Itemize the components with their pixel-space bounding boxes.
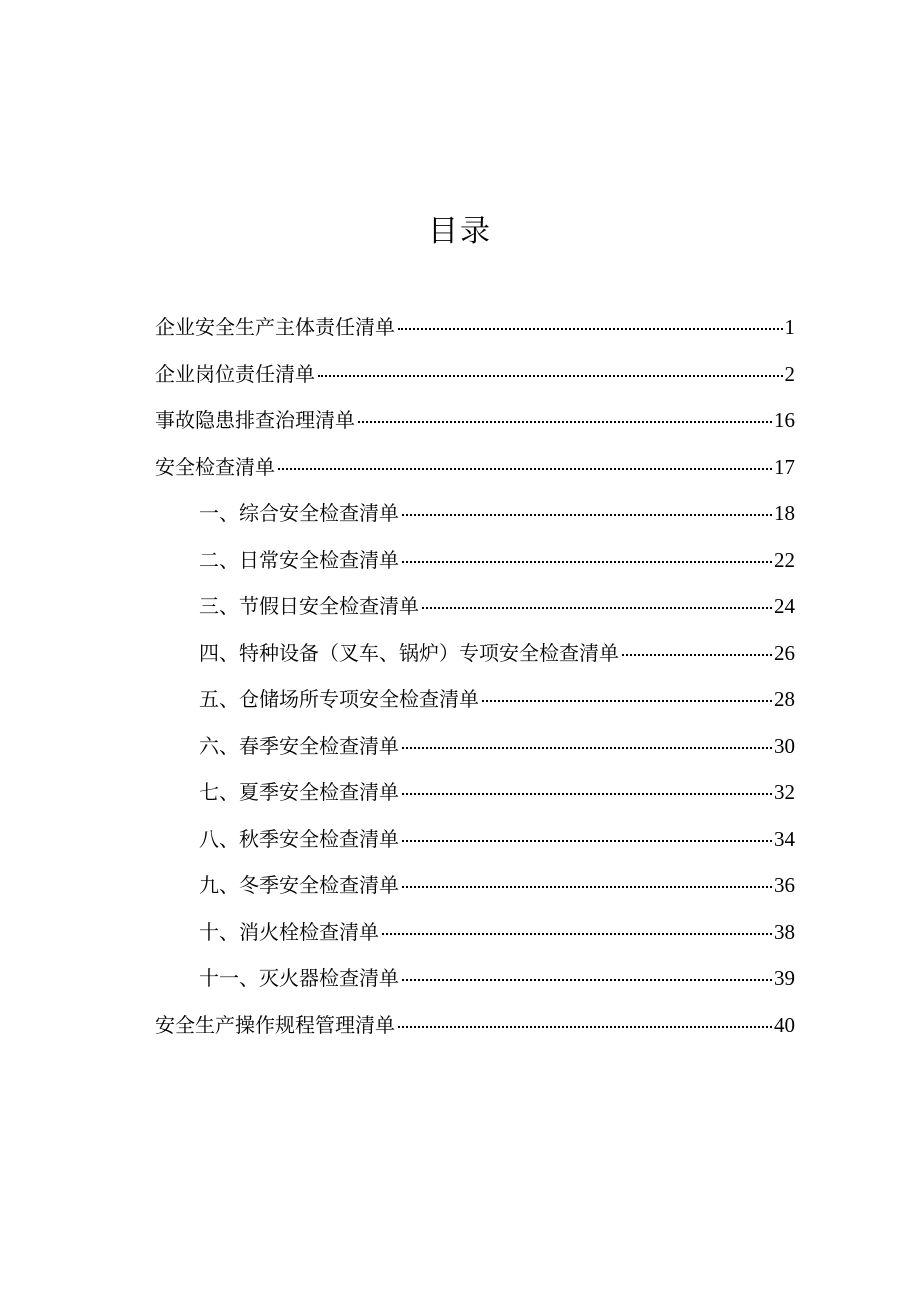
toc-dot-leader [402, 494, 772, 516]
toc-page-number: 28 [774, 687, 795, 711]
toc-entry[interactable] [155, 909, 795, 956]
toc-entry[interactable] [155, 351, 795, 398]
toc-dot-leader [402, 541, 772, 563]
toc-page-number: 39 [774, 966, 795, 990]
toc-entry-label: 五、仓储场所专项安全检查清单 [199, 687, 479, 711]
toc-entry[interactable] [155, 1002, 795, 1049]
toc-entry[interactable] [155, 723, 795, 770]
toc-dot-leader [278, 448, 772, 470]
toc-entry[interactable] [155, 304, 795, 351]
page-title: 目录 [428, 214, 492, 249]
toc-page-number: 18 [774, 501, 795, 525]
toc-dot-leader [398, 1006, 772, 1028]
toc-page-number: 36 [774, 873, 795, 897]
toc-page-number: 16 [774, 408, 795, 432]
toc-page-number: 2 [784, 361, 795, 386]
toc-dot-leader [382, 913, 772, 935]
toc-entry[interactable] [155, 630, 795, 677]
toc-dot-leader [402, 820, 772, 842]
toc-page-number: 26 [774, 640, 795, 665]
toc-page-number: 34 [774, 826, 795, 851]
toc-dot-leader [422, 587, 772, 609]
toc-dot-leader [622, 634, 772, 656]
toc-entry[interactable] [155, 537, 795, 584]
toc-entry[interactable] [155, 397, 795, 444]
toc-entry[interactable] [155, 583, 795, 630]
toc-entry-label: 企业岗位责任清单 [155, 361, 315, 386]
toc-entry-label: 六、春季安全检查清单 [199, 733, 399, 758]
toc-entry-label: 二、日常安全检查清单 [199, 547, 399, 572]
toc-dot-leader [482, 680, 772, 702]
toc-entry[interactable] [155, 444, 795, 491]
toc-entry-label: 一、综合安全检查清单 [199, 501, 399, 525]
toc-entry-label: 安全生产操作规程管理清单 [155, 1012, 395, 1037]
toc-page-number: 1 [784, 315, 795, 339]
toc-entry-label: 九、冬季安全检查清单 [199, 873, 399, 897]
toc-page-number: 30 [774, 733, 795, 758]
toc-entry[interactable] [155, 676, 795, 723]
toc-entry[interactable] [155, 862, 795, 909]
toc-entry-label: 十一、灭火器检查清单 [199, 966, 399, 990]
toc-page-number: 22 [774, 547, 795, 572]
table-of-contents [155, 304, 795, 1048]
toc-dot-leader [402, 959, 772, 981]
toc-entry[interactable] [155, 816, 795, 863]
toc-page-number: 17 [774, 454, 795, 479]
toc-entry-label: 八、秋季安全检查清单 [199, 826, 399, 851]
toc-entry-label: 安全检查清单 [155, 454, 275, 479]
toc-dot-leader [358, 401, 772, 423]
toc-entry-label: 三、节假日安全检查清单 [199, 594, 419, 618]
toc-dot-leader [402, 773, 772, 795]
toc-entry[interactable] [155, 955, 795, 1002]
toc-entry[interactable] [155, 769, 795, 816]
toc-entry-label: 四、特种设备（叉车、锅炉）专项安全检查清单 [199, 640, 619, 665]
toc-dot-leader [398, 308, 783, 330]
toc-entry-label: 十、消火栓检查清单 [199, 919, 379, 944]
toc-dot-leader [318, 355, 783, 377]
toc-entry[interactable] [155, 490, 795, 537]
toc-entry-label: 七、夏季安全检查清单 [199, 780, 399, 804]
toc-page-number: 38 [774, 919, 795, 944]
toc-dot-leader [402, 866, 772, 888]
toc-page-number: 32 [774, 780, 795, 804]
toc-entry-label: 事故隐患排查治理清单 [155, 408, 355, 432]
toc-entry-label: 企业安全生产主体责任清单 [155, 315, 395, 339]
toc-page-number: 24 [774, 594, 795, 618]
toc-page-number: 40 [774, 1012, 795, 1037]
toc-dot-leader [402, 727, 772, 749]
